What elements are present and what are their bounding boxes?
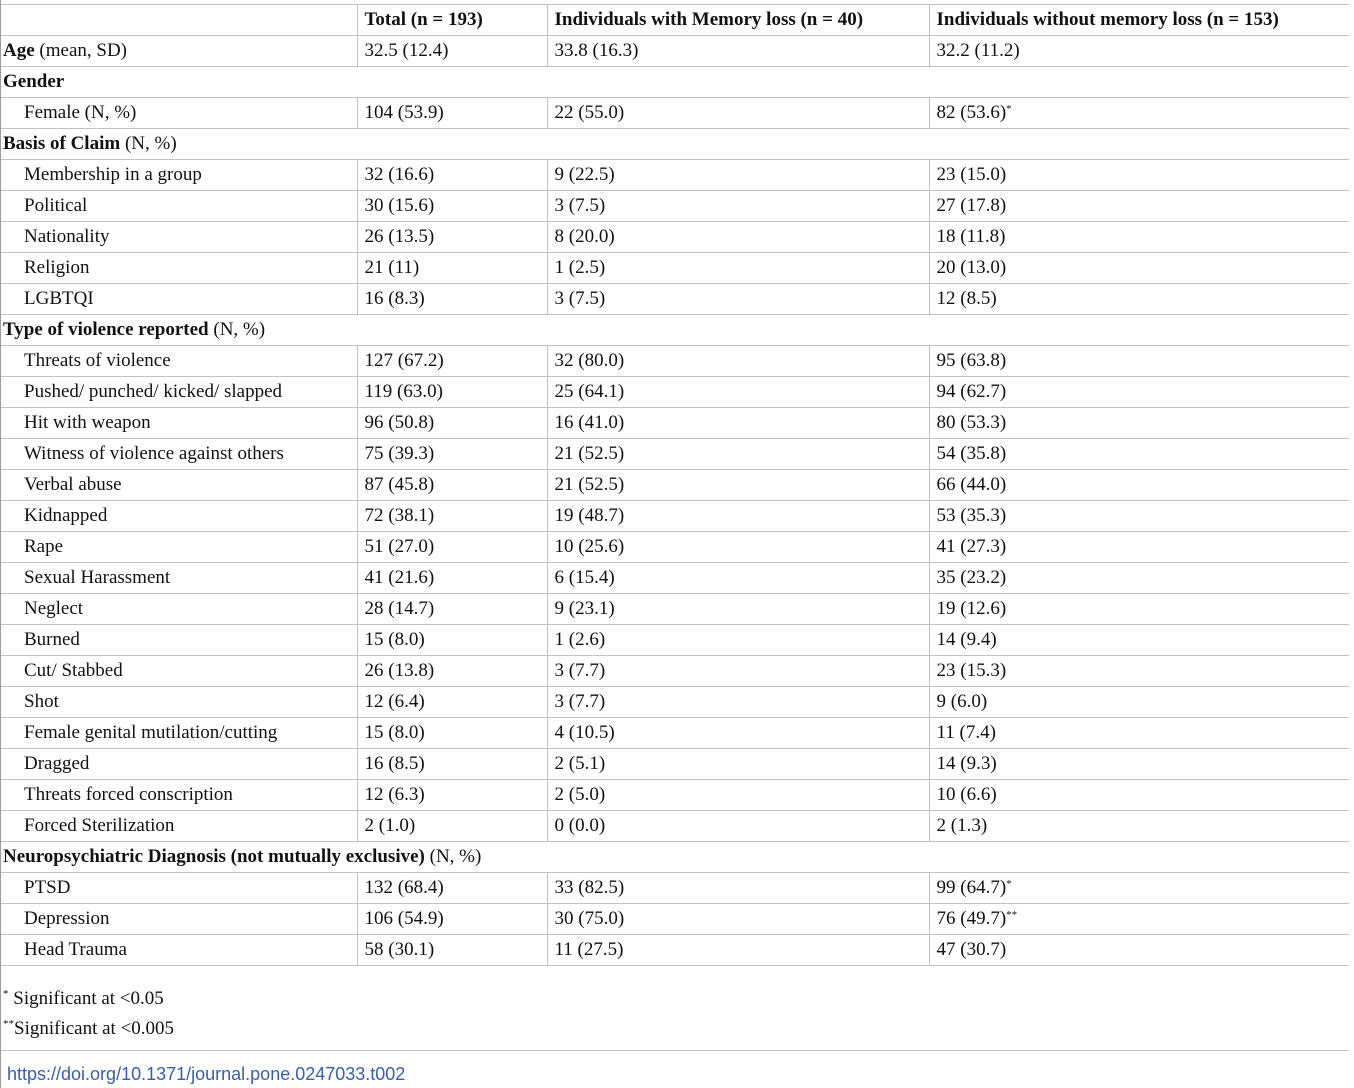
cell-value: 26 (13.8) [364, 660, 435, 681]
cell-without-memory-loss [929, 408, 1349, 439]
section-row [1, 67, 1349, 98]
footnote-2-mark: ** [3, 1018, 14, 1030]
cell-value: 95 (63.8) [936, 350, 1007, 371]
cell-value: 15 (8.0) [364, 629, 425, 650]
cell-total [357, 222, 547, 253]
table-row [1, 98, 1349, 129]
cell-value: 10 (6.6) [936, 784, 997, 805]
row-label: Burned [1, 625, 357, 656]
section-unit: (N, %) [208, 319, 266, 340]
cell-total [357, 439, 547, 470]
footnote-1-mark: * [3, 988, 9, 1000]
row-label: Dragged [1, 749, 357, 780]
cell-value: 35 (23.2) [936, 567, 1007, 588]
significance-mark: * [1006, 103, 1012, 115]
cell-without-memory-loss [929, 532, 1349, 563]
cell-value: 33 (82.5) [554, 877, 625, 898]
cell-total [357, 284, 547, 315]
table-row [1, 625, 1349, 656]
header-blank [1, 5, 357, 36]
cell-value: 8 (20.0) [554, 226, 615, 247]
section-header [1, 315, 1349, 346]
cell-value: 58 (30.1) [364, 939, 435, 960]
cell-value: 16 (41.0) [554, 412, 625, 433]
cell-value: 21 (11) [364, 257, 420, 278]
cell-value: 0 (0.0) [554, 815, 606, 836]
row-label: Nationality [1, 222, 357, 253]
cell-without-memory-loss [929, 284, 1349, 315]
cell-without-memory-loss [929, 346, 1349, 377]
row-label: Threats of violence [1, 346, 357, 377]
cell-with-memory-loss [547, 284, 929, 315]
section-unit: (N, %) [424, 846, 482, 867]
cell-value: 19 (12.6) [936, 598, 1007, 619]
cell-value: 32.2 (11.2) [936, 40, 1020, 61]
cell-value: 28 (14.7) [364, 598, 435, 619]
cell-without-memory-loss [929, 222, 1349, 253]
table-row [1, 160, 1349, 191]
cell-value: 18 (11.8) [936, 226, 1006, 247]
cell-value: 27 (17.8) [936, 195, 1007, 216]
row-label: Neglect [1, 594, 357, 625]
table-row [1, 408, 1349, 439]
cell-value: 41 (27.3) [936, 536, 1007, 557]
cell-value: 15 (8.0) [364, 722, 425, 743]
row-label: Head Trauma [1, 935, 357, 966]
cell-value: 3 (7.5) [554, 195, 606, 216]
cell-with-memory-loss [547, 346, 929, 377]
cell-value: 30 (75.0) [554, 908, 625, 929]
row-label: Witness of violence against others [1, 439, 357, 470]
cell-without-memory-loss [929, 501, 1349, 532]
table-row [1, 935, 1349, 966]
table-row [1, 780, 1349, 811]
table-body [1, 36, 1349, 966]
row-label: Cut/ Stabbed [1, 656, 357, 687]
cell-value: 54 (35.8) [936, 443, 1007, 464]
cell-value: 41 (21.6) [364, 567, 435, 588]
cell-total [357, 377, 547, 408]
cell-with-memory-loss [547, 656, 929, 687]
cell-value: 1 (2.5) [554, 257, 606, 278]
table-row [1, 563, 1349, 594]
row-label: Political [1, 191, 357, 222]
row-label: Depression [1, 904, 357, 935]
cell-value: 76 (49.7) [936, 908, 1007, 929]
cell-with-memory-loss [547, 222, 929, 253]
cell-value: 53 (35.3) [936, 505, 1007, 526]
cell-with-memory-loss [547, 811, 929, 842]
cell-total [357, 594, 547, 625]
row-label: PTSD [1, 873, 357, 904]
cell-value: 82 (53.6) [936, 102, 1007, 123]
cell-with-memory-loss [547, 36, 929, 67]
table-row [1, 439, 1349, 470]
cell-value: 14 (9.3) [936, 753, 997, 774]
cell-without-memory-loss [929, 36, 1349, 67]
section-title: Type of violence reported [3, 319, 209, 340]
section-row [1, 129, 1349, 160]
cell-with-memory-loss [547, 749, 929, 780]
cell-value: 94 (62.7) [936, 381, 1007, 402]
cell-without-memory-loss [929, 687, 1349, 718]
row-label: LGBTQI [1, 284, 357, 315]
cell-total [357, 625, 547, 656]
table-row [1, 904, 1349, 935]
row-label: Hit with weapon [1, 408, 357, 439]
footnote-2-text: Significant at <0.005 [14, 1018, 175, 1039]
cell-value: 20 (13.0) [936, 257, 1007, 278]
cell-with-memory-loss [547, 253, 929, 284]
cell-without-memory-loss [929, 594, 1349, 625]
table-row [1, 36, 1349, 67]
cell-value: 3 (7.5) [554, 288, 606, 309]
cell-value: 21 (52.5) [554, 443, 625, 464]
doi-link[interactable]: https://doi.org/10.1371/journal.pone.0247033.t002 [7, 1064, 406, 1084]
cell-value: 104 (53.9) [364, 102, 444, 123]
cell-value: 30 (15.6) [364, 195, 435, 216]
significance-mark: * [1006, 878, 1012, 890]
cell-value: 12 (6.3) [364, 784, 425, 805]
cell-without-memory-loss [929, 904, 1349, 935]
cell-with-memory-loss [547, 98, 929, 129]
row-label-bold: Age [3, 40, 35, 61]
table-row [1, 284, 1349, 315]
cell-without-memory-loss [929, 160, 1349, 191]
cell-value: 2 (5.1) [554, 753, 606, 774]
cell-value: 23 (15.0) [936, 164, 1007, 185]
table-row [1, 718, 1349, 749]
cell-value: 72 (38.1) [364, 505, 435, 526]
cell-value: 33.8 (16.3) [554, 40, 639, 61]
row-label: Female (N, %) [1, 98, 357, 129]
row-label: Forced Sterilization [1, 811, 357, 842]
cell-value: 19 (48.7) [554, 505, 625, 526]
cell-with-memory-loss [547, 501, 929, 532]
cell-value: 2 (5.0) [554, 784, 606, 805]
table-row [1, 377, 1349, 408]
cell-total [357, 408, 547, 439]
section-unit: (N, %) [120, 133, 177, 154]
cell-with-memory-loss [547, 873, 929, 904]
footnote-1-text: Significant at <0.05 [8, 988, 164, 1009]
row-label: Kidnapped [1, 501, 357, 532]
section-header [1, 842, 1349, 873]
cell-total [357, 501, 547, 532]
cell-value: 11 (27.5) [554, 939, 624, 960]
row-label: Religion [1, 253, 357, 284]
cell-with-memory-loss [547, 625, 929, 656]
cell-value: 22 (55.0) [554, 102, 625, 123]
cell-with-memory-loss [547, 904, 929, 935]
cell-total [357, 780, 547, 811]
cell-value: 119 (63.0) [364, 381, 443, 402]
cell-without-memory-loss [929, 470, 1349, 501]
cell-without-memory-loss [929, 625, 1349, 656]
cell-without-memory-loss [929, 563, 1349, 594]
cell-without-memory-loss [929, 439, 1349, 470]
table-row [1, 501, 1349, 532]
row-label: Sexual Harassment [1, 563, 357, 594]
table-row [1, 191, 1349, 222]
row-label [1, 36, 357, 67]
cell-value: 127 (67.2) [364, 350, 444, 371]
cell-with-memory-loss [547, 780, 929, 811]
cell-value: 23 (15.3) [936, 660, 1007, 681]
cell-without-memory-loss [929, 749, 1349, 780]
footnote-2 [3, 1018, 174, 1040]
cell-without-memory-loss [929, 780, 1349, 811]
cell-total [357, 253, 547, 284]
cell-value: 2 (1.3) [936, 815, 988, 836]
cell-value: 66 (44.0) [936, 474, 1007, 495]
cell-value: 4 (10.5) [554, 722, 615, 743]
table-row [1, 222, 1349, 253]
table-row [1, 253, 1349, 284]
cell-without-memory-loss [929, 811, 1349, 842]
row-label: Female genital mutilation/cutting [1, 718, 357, 749]
cell-value: 21 (52.5) [554, 474, 625, 495]
cell-value: 10 (25.6) [554, 536, 625, 557]
section-header [1, 67, 1349, 98]
section-title: Neuropsychiatric Diagnosis (not mutually exclusive) [3, 846, 425, 867]
significance-mark: ** [1006, 909, 1018, 921]
cell-total [357, 656, 547, 687]
table-row [1, 687, 1349, 718]
cell-value: 87 (45.8) [364, 474, 435, 495]
cell-total [357, 532, 547, 563]
cell-with-memory-loss [547, 563, 929, 594]
cell-value: 47 (30.7) [936, 939, 1007, 960]
cell-value: 16 (8.5) [364, 753, 425, 774]
cell-with-memory-loss [547, 408, 929, 439]
cell-value: 75 (39.3) [364, 443, 435, 464]
cell-value: 96 (50.8) [364, 412, 435, 433]
section-title: Gender [3, 71, 65, 92]
section-header [1, 129, 1349, 160]
cell-value: 9 (22.5) [554, 164, 615, 185]
cell-with-memory-loss [547, 718, 929, 749]
row-label: Membership in a group [1, 160, 357, 191]
cell-total [357, 160, 547, 191]
header-total: Total (n = 193) [357, 5, 547, 36]
cell-with-memory-loss [547, 687, 929, 718]
cell-value: 12 (6.4) [364, 691, 425, 712]
cell-value: 14 (9.4) [936, 629, 997, 650]
cell-total [357, 687, 547, 718]
header-with-memory-loss: Individuals with Memory loss (n = 40) [547, 5, 929, 36]
cell-total [357, 811, 547, 842]
cell-with-memory-loss [547, 470, 929, 501]
cell-without-memory-loss [929, 656, 1349, 687]
section-title: Basis of Claim [3, 133, 121, 154]
cell-without-memory-loss [929, 873, 1349, 904]
cell-value: 99 (64.7) [936, 877, 1007, 898]
cell-without-memory-loss [929, 253, 1349, 284]
table-row [1, 470, 1349, 501]
cell-value: 3 (7.7) [554, 691, 606, 712]
cell-with-memory-loss [547, 191, 929, 222]
table-row [1, 749, 1349, 780]
cell-value: 32.5 (12.4) [364, 40, 449, 61]
cell-value: 106 (54.9) [364, 908, 444, 929]
cell-value: 16 (8.3) [364, 288, 425, 309]
row-label-unit: (mean, SD) [34, 40, 127, 61]
row-label: Threats forced conscription [1, 780, 357, 811]
cell-total [357, 36, 547, 67]
cell-value: 51 (27.0) [364, 536, 435, 557]
footnotes [1, 986, 1349, 1051]
cell-without-memory-loss [929, 935, 1349, 966]
cell-value: 12 (8.5) [936, 288, 997, 309]
cell-with-memory-loss [547, 439, 929, 470]
cell-total [357, 718, 547, 749]
header-without-memory-loss: Individuals without memory loss (n = 153) [929, 5, 1349, 36]
footnote-1 [3, 988, 164, 1010]
table-row [1, 656, 1349, 687]
cell-total [357, 935, 547, 966]
cell-value: 1 (2.6) [554, 629, 606, 650]
cell-value: 32 (16.6) [364, 164, 435, 185]
section-row [1, 842, 1349, 873]
cell-with-memory-loss [547, 935, 929, 966]
cell-value: 9 (6.0) [936, 691, 988, 712]
table-row [1, 346, 1349, 377]
cell-value: 3 (7.7) [554, 660, 606, 681]
cell-with-memory-loss [547, 594, 929, 625]
cell-with-memory-loss [547, 160, 929, 191]
cell-value: 25 (64.1) [554, 381, 625, 402]
cell-with-memory-loss [547, 377, 929, 408]
row-label: Verbal abuse [1, 470, 357, 501]
section-row [1, 315, 1349, 346]
row-label: Rape [1, 532, 357, 563]
cell-value: 6 (15.4) [554, 567, 615, 588]
cell-value: 26 (13.5) [364, 226, 435, 247]
cell-value: 2 (1.0) [364, 815, 416, 836]
cell-without-memory-loss [929, 98, 1349, 129]
cell-without-memory-loss [929, 377, 1349, 408]
table-row [1, 811, 1349, 842]
cell-total [357, 191, 547, 222]
table-row [1, 532, 1349, 563]
cell-value: 11 (7.4) [936, 722, 996, 743]
cell-value: 80 (53.3) [936, 412, 1007, 433]
cell-total [357, 346, 547, 377]
cell-with-memory-loss [547, 532, 929, 563]
cell-total [357, 98, 547, 129]
cell-value: 32 (80.0) [554, 350, 625, 371]
header-row [1, 5, 1349, 36]
row-label: Pushed/ punched/ kicked/ slapped [1, 377, 357, 408]
cell-without-memory-loss [929, 718, 1349, 749]
cell-total [357, 563, 547, 594]
cell-total [357, 873, 547, 904]
data-table [1, 4, 1349, 966]
cell-total [357, 749, 547, 780]
cell-total [357, 904, 547, 935]
row-label: Shot [1, 687, 357, 718]
table-row [1, 594, 1349, 625]
table-row [1, 873, 1349, 904]
cell-without-memory-loss [929, 191, 1349, 222]
cell-value: 9 (23.1) [554, 598, 615, 619]
cell-total [357, 470, 547, 501]
cell-value: 132 (68.4) [364, 877, 444, 898]
